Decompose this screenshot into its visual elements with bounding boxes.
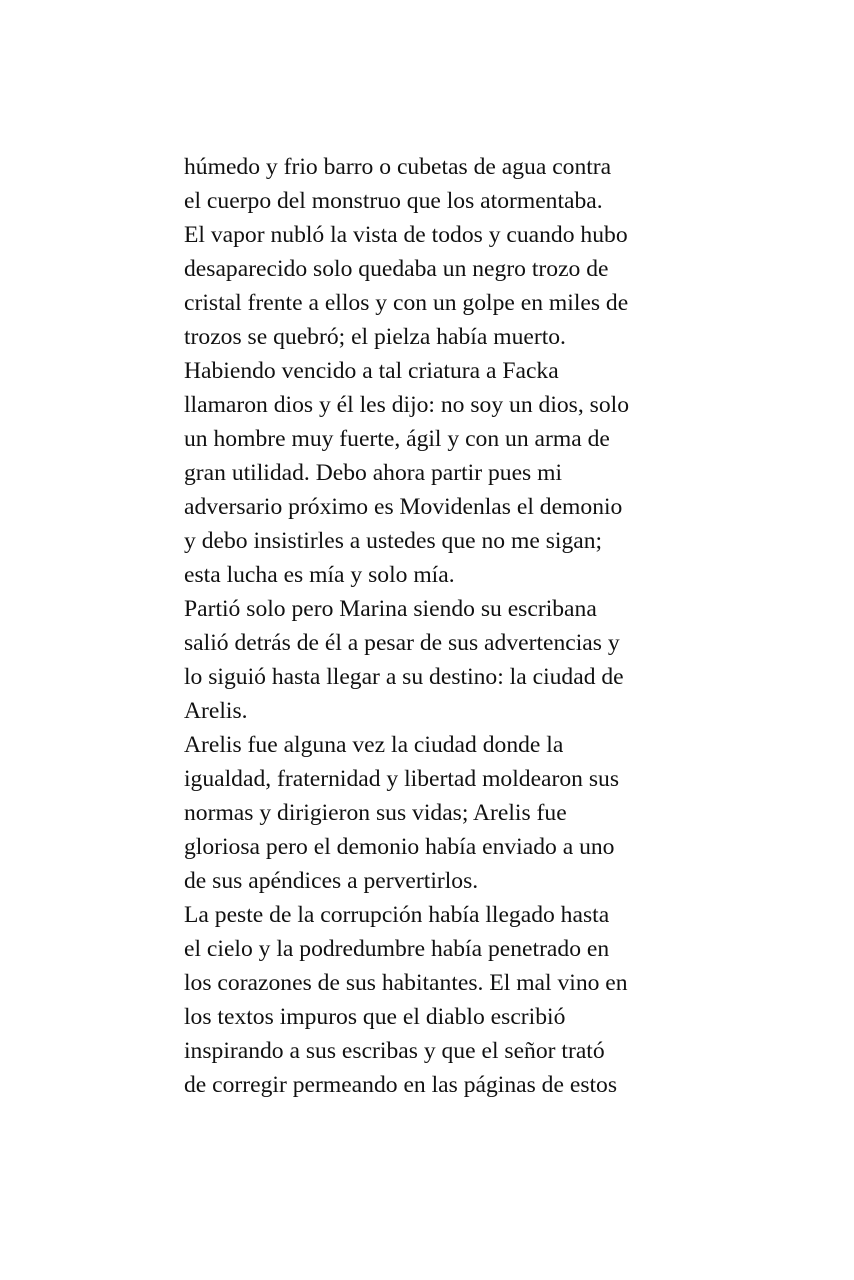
text-line: normas y dirigieron sus vidas; Arelis fue bbox=[184, 800, 567, 826]
text-line: los textos impuros que el diablo escribió bbox=[184, 1004, 566, 1030]
text-line: el cuerpo del monstruo que los atormentaba. bbox=[184, 188, 603, 214]
text-line: adversario próximo es Movidenlas el demonio bbox=[184, 494, 623, 520]
text-line: de corregir permeando en las páginas de estos bbox=[184, 1072, 618, 1098]
text-line: los corazones de sus habitantes. El mal vino en bbox=[184, 970, 628, 996]
text-line: Habiendo vencido a tal criatura a Facka bbox=[184, 358, 559, 384]
text-line: y debo insistirles a ustedes que no me sigan; bbox=[184, 528, 603, 554]
text-line: El vapor nubló la vista de todos y cuando hubo bbox=[184, 222, 628, 248]
text-line: Arelis fue alguna vez la ciudad donde la bbox=[184, 732, 564, 758]
text-line: igualdad, fraternidad y libertad moldearon sus bbox=[184, 766, 620, 792]
text-line: esta lucha es mía y solo mía. bbox=[184, 562, 455, 588]
text-line: inspirando a sus escribas y que el señor trató bbox=[184, 1038, 605, 1064]
text-line: trozos se quebró; el pielza había muerto. bbox=[184, 324, 566, 350]
text-line: de sus apéndices a pervertirlos. bbox=[184, 868, 479, 894]
text-line: cristal frente a ellos y con un golpe en miles de bbox=[184, 290, 629, 316]
text-line: gran utilidad. Debo ahora partir pues mi bbox=[184, 460, 563, 486]
text-line: el cielo y la podredumbre había penetrado en bbox=[184, 936, 610, 962]
text-line: Partió solo pero Marina siendo su escribana bbox=[184, 596, 597, 622]
text-line: llamaron dios y él les dijo: no soy un dios, solo bbox=[184, 392, 629, 418]
text-line: gloriosa pero el demonio había enviado a uno bbox=[184, 834, 615, 860]
text-line: un hombre muy fuerte, ágil y con un arma de bbox=[184, 426, 610, 452]
text-line: salió detrás de él a pesar de sus advertencias y bbox=[184, 630, 620, 656]
text-line: La peste de la corrupción había llegado hasta bbox=[184, 902, 610, 928]
text-line: húmedo y frio barro o cubetas de agua contra bbox=[184, 154, 612, 180]
text-line: Arelis. bbox=[184, 698, 248, 724]
text-line: desaparecido solo quedaba un negro trozo de bbox=[184, 256, 609, 282]
text-line: lo siguió hasta llegar a su destino: la ciudad de bbox=[184, 664, 624, 690]
body-text bbox=[184, 150, 684, 1102]
